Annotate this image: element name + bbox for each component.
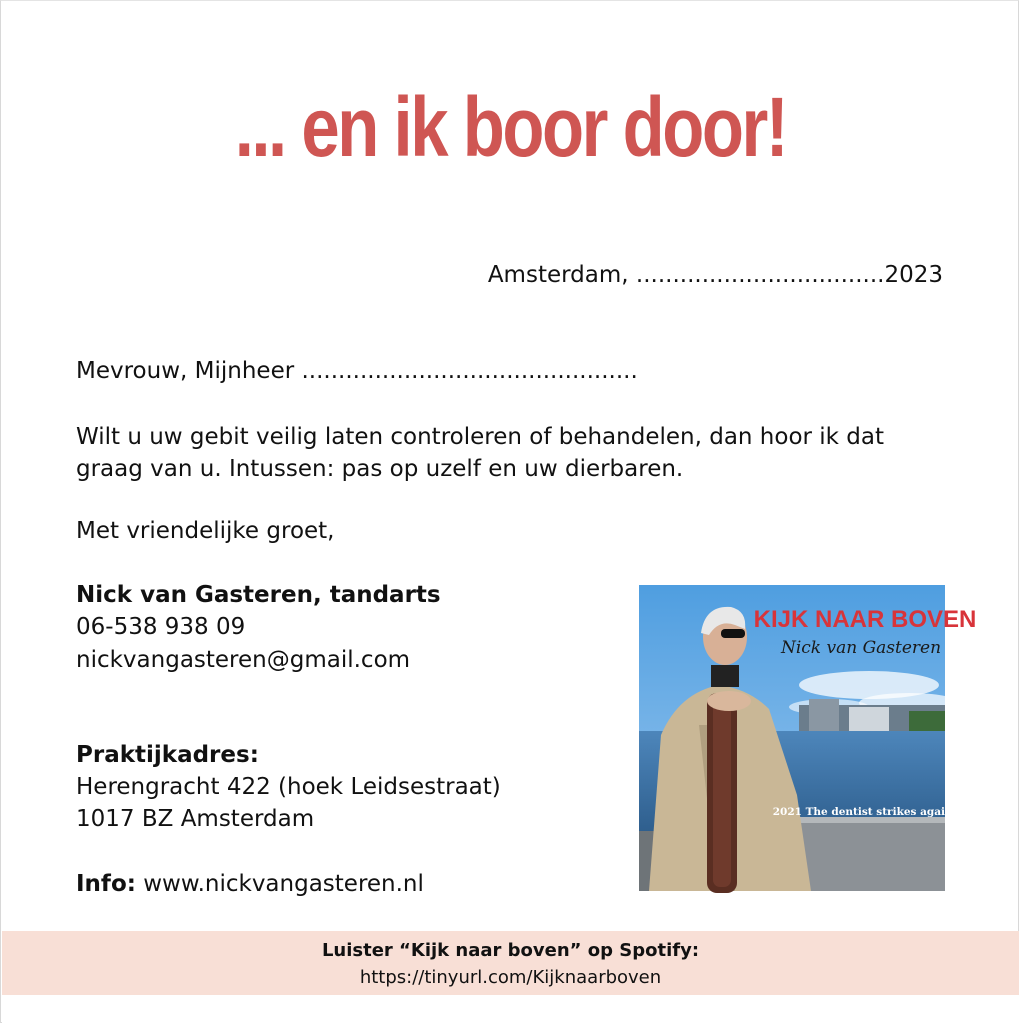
info-line (76, 868, 424, 901)
info-label: Info: (76, 871, 136, 897)
guitar-case-highlight (713, 701, 731, 887)
body-text-line-2: graag van u. Intussen: pas op uzelf en uw dierbaren. (76, 456, 684, 482)
email-address[interactable]: nickvangasteren@gmail.com (76, 647, 411, 673)
album-title: KIJK NAAR BOVEN (753, 606, 977, 633)
date-line: Amsterdam, ..................................2023 (487, 262, 943, 288)
album-artwork (639, 585, 977, 891)
sunglasses (721, 629, 745, 638)
album-tagline: 2021 The dentist strikes again! (772, 806, 958, 818)
address-line-2: 1017 BZ Amsterdam (76, 806, 315, 832)
collar (711, 665, 739, 687)
building (809, 699, 839, 731)
website-link[interactable]: www.nickvangasteren.nl (135, 871, 424, 897)
trees (909, 711, 945, 731)
closing: Met vriendelijke groet, (76, 518, 335, 544)
building (849, 707, 889, 731)
spotify-footer (2, 931, 1019, 995)
body-text-line-1: Wilt u uw gebit veilig laten controleren of behandelen, dan hoor ik dat (76, 424, 885, 450)
bottom-margin (2, 995, 1019, 1023)
spotify-link[interactable]: https://tinyurl.com/Kijknaarboven (359, 967, 662, 988)
footer-heading: Luister “Kijk naar boven” op Spotify: (321, 940, 700, 961)
address-label: Praktijkadres: (76, 742, 259, 768)
album-artist: Nick van Gasteren (780, 638, 942, 658)
album-cover[interactable] (639, 585, 977, 891)
phone-number: 06-538 938 09 (76, 614, 246, 640)
page-title: ... en ik boor door! (234, 80, 787, 174)
hands (707, 691, 751, 711)
salutation: Mevrouw, Mijnheer .............................................. (76, 358, 638, 384)
signature-name: Nick van Gasteren, tandarts (76, 582, 441, 608)
address-line-1: Herengracht 422 (hoek Leidsestraat) (76, 774, 501, 800)
